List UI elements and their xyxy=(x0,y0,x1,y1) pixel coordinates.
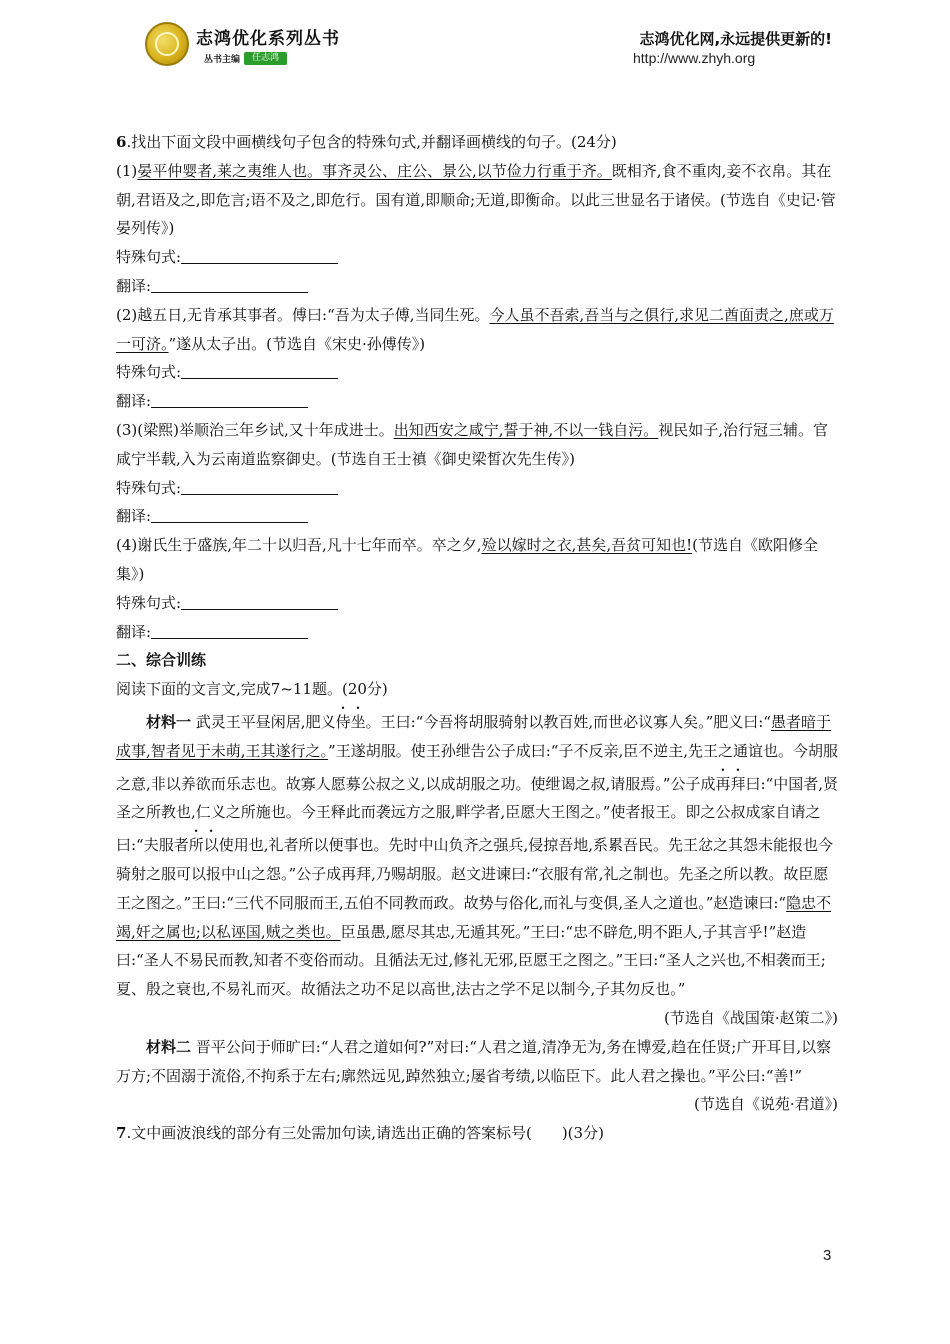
material-text: ”王遂胡服。使王孙绁告公子成曰:“子不反亲,臣不逆主,先王之通谊也。今胡服之意,非以养欲而乐志也。故寡人愿募公叔之义,以成胡服之功。使绁谒之叔,请服焉。”公子成 xyxy=(116,741,838,793)
answer-blank[interactable] xyxy=(181,362,338,379)
question-6-stem xyxy=(116,128,838,157)
passage-text: 谢氏生于盛族,年二十以归吾,凡十七年而卒。卒之夕, xyxy=(137,536,482,555)
section-heading: 二、综合训练 xyxy=(116,651,207,670)
editor-name-badge: 任志鸿 xyxy=(244,52,287,65)
material-label: 材料一 xyxy=(146,712,192,731)
answer-line-translation xyxy=(116,618,838,647)
document-body xyxy=(116,128,838,1148)
underlined-sentence: 愚者暗于成事,智者见于未萌,王其遂行之。 xyxy=(116,712,831,760)
answer-blank[interactable] xyxy=(151,622,308,639)
material-text: 武灵王平昼闲居,肥义 xyxy=(195,712,336,731)
header-slogan: 志鸿优化网,永远提供更新的! xyxy=(639,30,832,48)
form-label: 特殊句式: xyxy=(116,478,182,497)
section-intro: 阅读下面的文言文,完成7~11题。(20分) xyxy=(116,680,388,699)
answer-line-translation xyxy=(116,272,838,301)
question-number: 6 xyxy=(116,133,127,151)
passage-text: (梁熙)举顺治三年乡试,又十年成进士。 xyxy=(137,420,394,439)
passage-text: (节选自《欧阳修全集》) xyxy=(116,536,818,583)
header-url[interactable]: http://www.zhyh.org xyxy=(633,50,756,66)
answer-line-form xyxy=(116,474,838,503)
passage-3 xyxy=(116,416,838,474)
passage-number: (3) xyxy=(116,420,138,439)
answer-blank[interactable] xyxy=(181,593,338,610)
material-text: 。王曰:“今吾将胡服骑射以教百姓,而世必议寡人矣。”肥义曰:“ xyxy=(365,712,771,731)
material-text: 曰:“中国者,贤圣之所教也,仁义之所施也。今王释此而袭远方之服,畔学者,臣愿大王图之。”使者报王。即之公叔成家自请之曰:“夫服者 xyxy=(116,774,838,855)
form-label: 特殊句式: xyxy=(116,363,182,382)
dotted-term: 再拜 xyxy=(715,774,746,793)
passage-4 xyxy=(116,531,838,589)
answer-blank[interactable] xyxy=(181,478,338,495)
answer-blank[interactable] xyxy=(151,276,308,293)
translation-label: 翻译: xyxy=(116,507,152,526)
question-number: 7 xyxy=(116,1124,127,1143)
underlined-sentence: 出知西安之咸宁,誓于神,不以一钱自污。 xyxy=(393,420,659,439)
passage-number: (4) xyxy=(116,536,138,555)
answer-blank[interactable] xyxy=(151,506,308,523)
answer-blank[interactable] xyxy=(151,391,308,408)
editor-line xyxy=(204,48,287,65)
series-title: 志鸿优化系列丛书 xyxy=(196,29,340,49)
question-text: .文中画波浪线的部分有三处需加句读,请选出正确的答案标号( )(3分) xyxy=(126,1124,604,1143)
answer-line-translation xyxy=(116,502,838,531)
passage-1 xyxy=(116,157,838,243)
material-2 xyxy=(116,1033,838,1091)
material-text: 晋平公问于师旷曰:“人君之道如何?”对曰:“人君之道,清净无为,务在博爱,趋在任贤;广开耳目,以察万方;不固溺于流俗,不拘系于左右;廓然远见,踔然独立;屡省考绩,以临臣下。此人君之操也。”平公曰:“善!” xyxy=(116,1037,832,1085)
passage-text: ”遂从太子出。(节选自《宋史·孙傅传》) xyxy=(168,334,426,353)
page-header xyxy=(0,0,950,80)
translation-label: 翻译: xyxy=(116,276,152,295)
underlined-sentence: 晏平仲婴者,莱之夷维人也。事齐灵公、庄公、景公,以节俭力行重于齐。 xyxy=(137,161,612,180)
underlined-sentence: 隐忠不竭,奸之属也;以私诬国,贼之类也。 xyxy=(116,893,832,941)
passage-text: 越五日,无肯承其事者。傅曰:“吾为太子傅,当同生死。 xyxy=(137,305,490,324)
logo-emblem xyxy=(155,32,179,56)
answer-blank[interactable] xyxy=(181,247,338,264)
passage-2 xyxy=(116,301,838,359)
publisher-logo xyxy=(145,22,189,66)
translation-label: 翻译: xyxy=(116,392,152,411)
question-7 xyxy=(116,1119,838,1148)
form-label: 特殊句式: xyxy=(116,248,182,267)
page-number: 3 xyxy=(823,1247,832,1264)
dotted-term: 所以 xyxy=(188,836,219,855)
question-text: .找出下面文段中画横线句子包含的特殊句式,并翻译画横线的句子。(24分) xyxy=(126,133,617,151)
passage-number: (2) xyxy=(116,305,138,324)
editor-label: 丛书主编 xyxy=(204,55,241,65)
material-1 xyxy=(116,704,838,1004)
answer-line-form xyxy=(116,243,838,272)
dotted-term: 侍坐 xyxy=(335,712,366,731)
material-text: 臣虽愚,愿尽其忠,无遁其死。”王曰:“忠不辟危,明不距人,子其言乎!”赵造曰:“圣人不易民而教,知者不变俗而动。且循法无过,修礼无邪,臣愿王之图之。”王曰:“圣人之兴也,不相袭而王;夏、殷之衰也,不易礼而灭。故循法之功不足以高世,法古之学不足以制今,子其勿反也。” xyxy=(116,922,826,999)
underlined-sentence: 殓以嫁时之衣,甚矣,吾贫可知也! xyxy=(481,536,693,555)
answer-line-form xyxy=(116,358,838,387)
material-2-source: (节选自《说苑·君道》) xyxy=(694,1095,838,1114)
passage-number: (1) xyxy=(116,161,138,180)
material-1-source: (节选自《战国策·赵策二》) xyxy=(664,1008,838,1027)
material-label: 材料二 xyxy=(146,1037,192,1056)
translation-label: 翻译: xyxy=(116,622,152,641)
underlined-sentence: 今人虽不吾索,吾当与之俱行,求见二酋面责之,庶或万一可济。 xyxy=(116,305,834,353)
passage-text: 视民如子,治行冠三辅。官咸宁半载,入为云南道监察御史。(节选自王士禛《御史梁皙次先生传》) xyxy=(116,420,829,468)
answer-line-translation xyxy=(116,387,838,416)
passage-text: 既相齐,食不重肉,妾不衣帛。其在朝,君语及之,即危言;语不及之,即危行。国有道,即顺命;无道,即衡命。以此三世显名于诸侯。(节选自《史记·管晏列传》) xyxy=(116,161,836,238)
form-label: 特殊句式: xyxy=(116,593,182,612)
material-text: 使用也,礼者所以便事也。先时中山负齐之强兵,侵掠吾地,系累吾民。先王忿之其怨未能报也今骑射之服可以报中山之怨。”公子成再拜,乃赐胡服。赵文进谏曰:“衣服有常,礼之制也。先圣之所以教。故臣愿王之图之。”王曰:“三代不同服而王,五伯不同教而政。故势与俗化,而礼与变俱,圣人之道也。”赵造谏曰:“ xyxy=(116,836,834,912)
answer-line-form xyxy=(116,589,838,618)
